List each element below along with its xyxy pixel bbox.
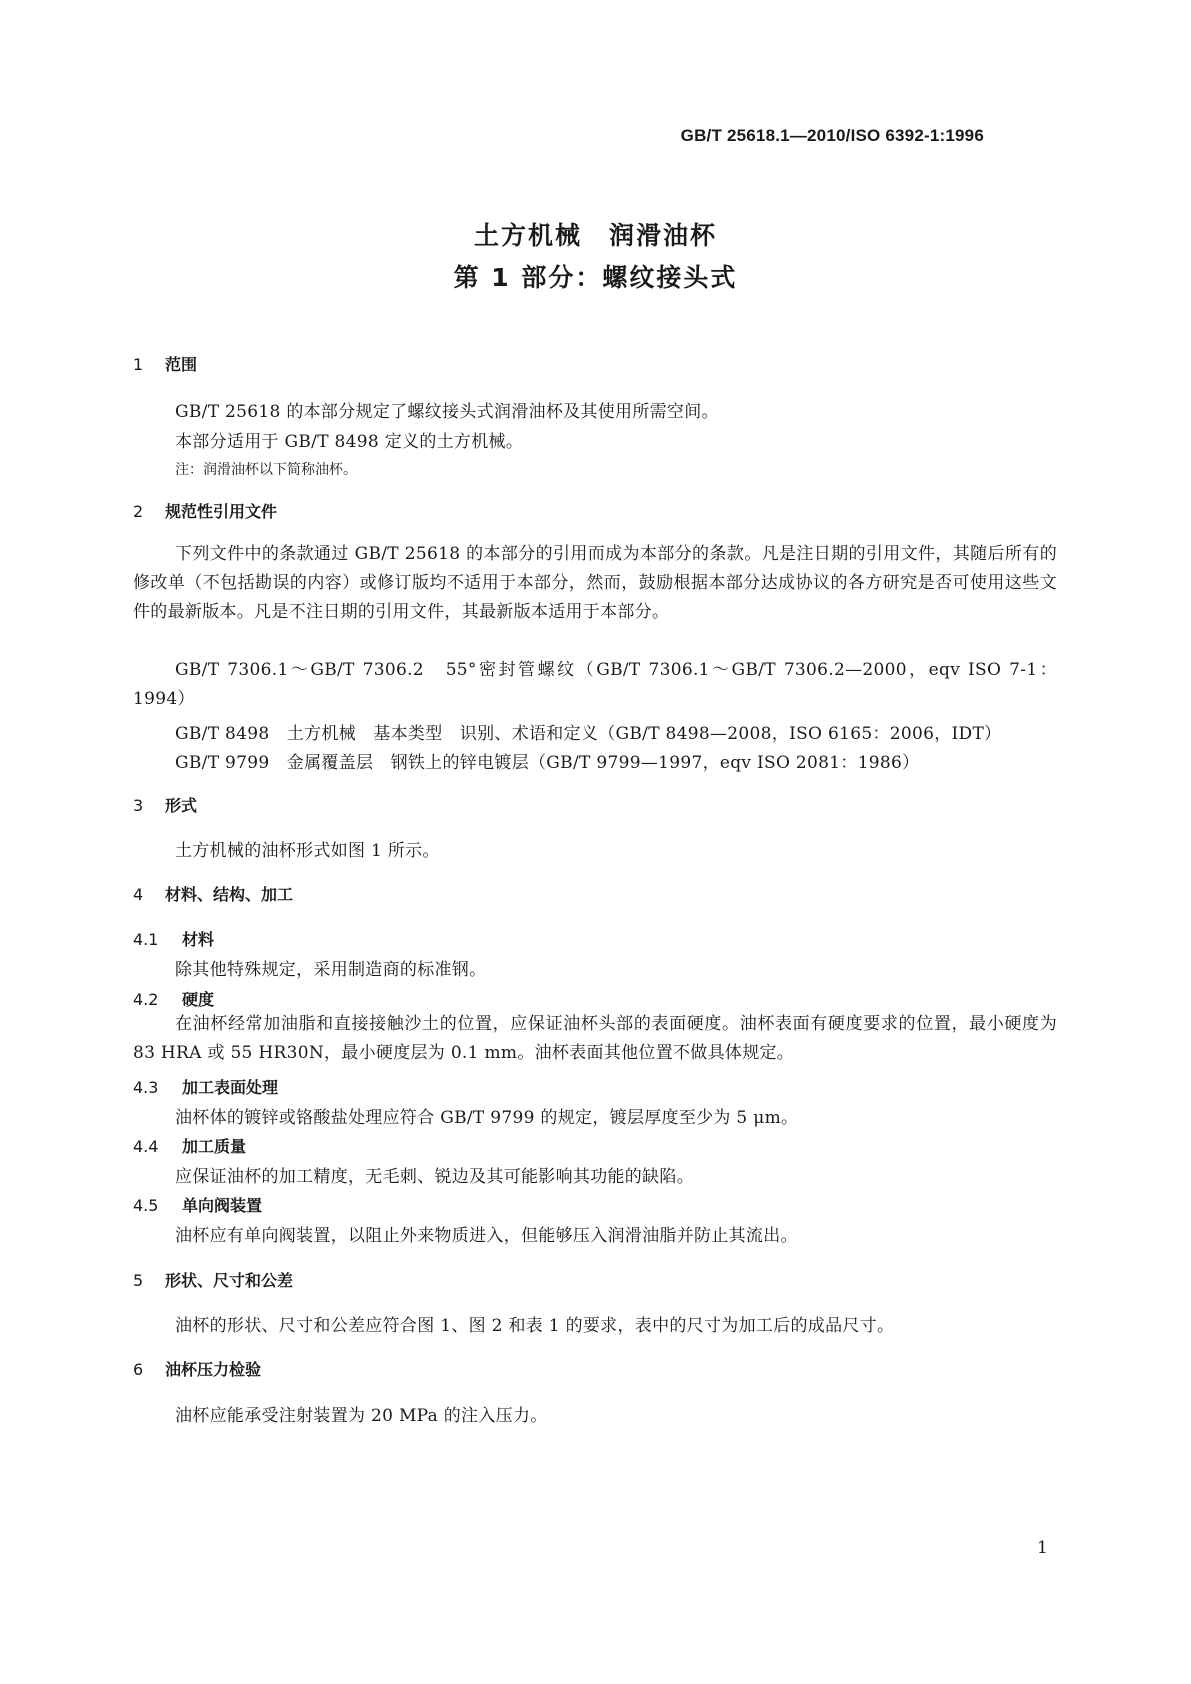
reference-item: GB/T 9799 金属覆盖层 钢铁上的锌电镀层（GB/T 9799—1997，eqv ISO 2081：1986） bbox=[175, 753, 920, 773]
document-title: 土方机械 润滑油杯 bbox=[473, 221, 717, 250]
paragraph: 油杯体的镀锌或铬酸盐处理应符合 GB/T 9799 的规定，镀层厚度至少为 5 μm。 bbox=[175, 1108, 799, 1128]
section-number: 4 bbox=[133, 885, 144, 904]
subsection-number: 4.2 bbox=[133, 990, 159, 1009]
subsection-number: 4.4 bbox=[133, 1137, 159, 1156]
reference-item: GB/T 8498 土方机械 基本类型 识别、术语和定义（GB/T 8498—2008，ISO 6165：2006，IDT） bbox=[175, 724, 1002, 744]
section-title: 范围 bbox=[165, 355, 198, 374]
subsection-4-2-heading bbox=[133, 987, 214, 1010]
paragraph: 油杯的形状、尺寸和公差应符合图 1、图 2 和表 1 的要求，表中的尺寸为加工后的成品尺寸。 bbox=[175, 1316, 895, 1336]
section-number: 3 bbox=[133, 796, 144, 815]
subsection-number: 4.5 bbox=[133, 1196, 159, 1215]
subsection-title: 加工质量 bbox=[182, 1137, 247, 1156]
page-number: 1 bbox=[1037, 1538, 1048, 1558]
subsection-title: 加工表面处理 bbox=[182, 1078, 279, 1097]
subsection-4-1-heading bbox=[133, 927, 214, 950]
section-number: 6 bbox=[133, 1360, 144, 1379]
subsection-4-3-heading bbox=[133, 1075, 278, 1098]
paragraph: GB/T 25618 的本部分规定了螺纹接头式润滑油杯及其使用所需空间。 bbox=[175, 402, 719, 422]
section-title: 材料、结构、加工 bbox=[165, 885, 294, 904]
subsection-title: 材料 bbox=[182, 930, 215, 949]
section-number: 5 bbox=[133, 1271, 144, 1290]
subsection-title: 单向阀装置 bbox=[182, 1196, 263, 1215]
paragraph: 本部分适用于 GB/T 8498 定义的土方机械。 bbox=[175, 432, 524, 452]
subsection-4-4-heading bbox=[133, 1134, 246, 1157]
section-title: 规范性引用文件 bbox=[165, 502, 278, 521]
paragraph: 下列文件中的条款通过 GB/T 25618 的本部分的引用而成为本部分的条款。凡是注日期的引用文件，其随后所有的修改单（不包括勘误的内容）或修订版均不适用于本部分，然而，鼓励根据本部分达成协议的各方研究是否可使用这些文件的最新版本。凡是不注日期的引用文件，其最新版本适用于本部分。 bbox=[133, 544, 1057, 622]
paragraph: 在油杯经常加油脂和直接接触沙土的位置，应保证油杯头部的表面硬度。油杯表面有硬度要求的位置，最小硬度为 83 HRA 或 55 HR30N，最小硬度层为 0.1 mm。油杯表面其他位置不做具体规定。 bbox=[133, 1014, 1057, 1063]
subsection-number: 4.3 bbox=[133, 1078, 159, 1097]
paragraph: 土方机械的油杯形式如图 1 所示。 bbox=[175, 841, 440, 861]
section-2-heading bbox=[133, 499, 277, 522]
paragraph: 油杯应有单向阀装置，以阻止外来物质进入，但能够压入润滑油脂并防止其流出。 bbox=[175, 1226, 798, 1246]
subsection-number: 4.1 bbox=[133, 930, 159, 949]
note: 注：润滑油杯以下简称油杯。 bbox=[175, 462, 357, 478]
section-title: 形状、尺寸和公差 bbox=[165, 1271, 294, 1290]
section-5-heading bbox=[133, 1268, 293, 1291]
section-4-heading bbox=[133, 882, 293, 905]
document-subtitle: 第 1 部分：螺纹接头式 bbox=[453, 263, 738, 292]
paragraph: 油杯应能承受注射装置为 20 MPa 的注入压力。 bbox=[175, 1406, 548, 1426]
section-title: 形式 bbox=[165, 796, 198, 815]
section-number: 2 bbox=[133, 502, 144, 521]
document-header: GB/T 25618.1—2010/ISO 6392-1:1996 bbox=[680, 126, 984, 145]
paragraph: 应保证油杯的加工精度，无毛刺、锐边及其可能影响其功能的缺陷。 bbox=[175, 1167, 694, 1187]
subsection-4-5-heading bbox=[133, 1193, 262, 1216]
section-6-heading bbox=[133, 1357, 261, 1380]
subsection-title: 硬度 bbox=[182, 990, 215, 1009]
section-3-heading bbox=[133, 793, 197, 816]
paragraph: 除其他特殊规定，采用制造商的标准钢。 bbox=[175, 960, 487, 980]
section-1-heading bbox=[133, 352, 197, 375]
section-title: 油杯压力检验 bbox=[165, 1360, 262, 1379]
reference-item: GB/T 7306.1～GB/T 7306.2 55°密封管螺纹（GB/T 7306.1～GB/T 7306.2—2000，eqv ISO 7-1：1994） bbox=[133, 660, 1057, 709]
section-number: 1 bbox=[133, 355, 144, 374]
